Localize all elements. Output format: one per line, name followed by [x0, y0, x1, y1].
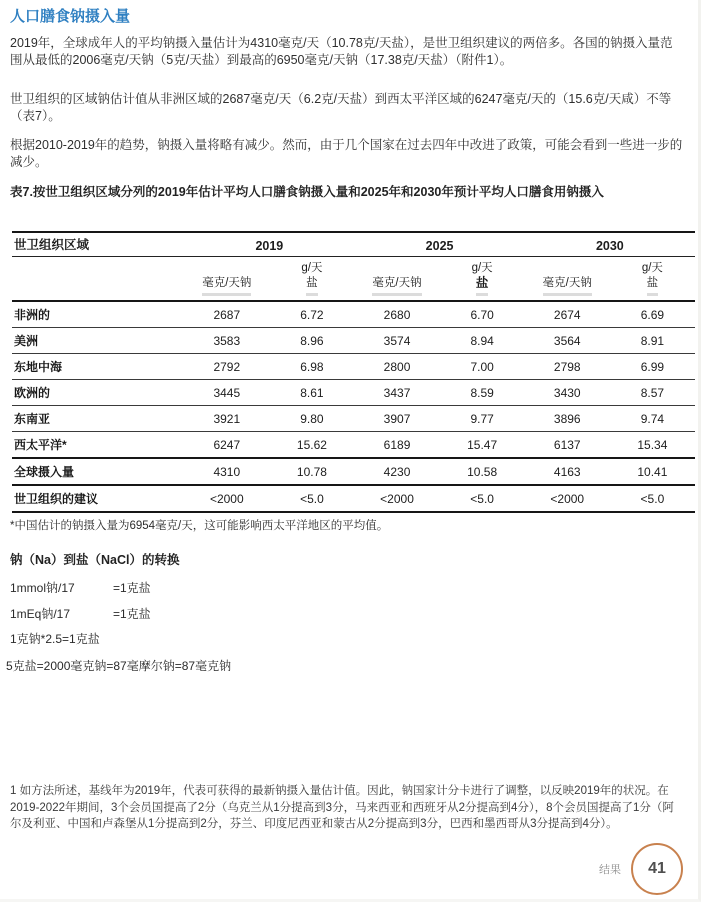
table-row-eastern-mediterranean [12, 354, 695, 380]
conversion-expression: 5克盐=2000毫克钠=87毫摩尔钠=87毫克钠 [6, 659, 232, 673]
table-header-region: 世卫组织区域 [12, 232, 184, 257]
table-cell: 2674 [525, 301, 610, 328]
table-cell: 6.99 [610, 354, 695, 380]
table-cell: 4163 [525, 458, 610, 485]
table-row-label: 非洲的 [12, 301, 184, 328]
table-row-south-east-asia [12, 406, 695, 432]
table-cell: 8.57 [610, 380, 695, 406]
conversion-expression: 1克钠*2.5=1克盐 [10, 632, 100, 646]
conversion-line [10, 631, 684, 647]
conversion-line [6, 658, 684, 674]
page-number: 41 [648, 860, 666, 877]
table-cell: 9.77 [440, 406, 525, 432]
table-cell: 8.94 [440, 328, 525, 354]
table-cell: 6.72 [269, 301, 354, 328]
table-cell: 8.59 [440, 380, 525, 406]
table-footnote: *中国估计的钠摄入量为6954毫克/天，这可能影响西太平洋地区的平均值。 [10, 520, 389, 532]
table-cell: 2687 [184, 301, 269, 328]
table-row-label: 西太平洋* [12, 432, 184, 459]
table-cell: 6.98 [269, 354, 354, 380]
table-cell: 3921 [184, 406, 269, 432]
conversion-heading: 钠（Na）到盐（NaCl）的转换 [10, 553, 180, 567]
conversion-result: =1克盐 [113, 607, 151, 621]
table-cell: <5.0 [440, 485, 525, 512]
table-cell: 6.70 [440, 301, 525, 328]
table-cell: 4230 [354, 458, 439, 485]
page-footer [599, 843, 683, 895]
subheader-label: g/天 [641, 262, 663, 274]
table-cell: 2800 [354, 354, 439, 380]
table-cell: 4310 [184, 458, 269, 485]
table-row-label: 全球摄入量 [12, 458, 184, 485]
table-cell: 3445 [184, 380, 269, 406]
table-row-label: 东南亚 [12, 406, 184, 432]
table-cell: 8.61 [269, 380, 354, 406]
table-cell: <2000 [354, 485, 439, 512]
table-row-global-intake [12, 458, 695, 485]
table-subheader-sodium-2025 [354, 257, 439, 302]
table-cell: 15.62 [269, 432, 354, 459]
table-cell: 3430 [525, 380, 610, 406]
table-subheader-row [12, 257, 695, 302]
subheader-label: 毫克/天钠 [202, 276, 251, 296]
table-cell: 3907 [354, 406, 439, 432]
subheader-label: 毫克/天钠 [372, 276, 421, 296]
sodium-intake-table [12, 231, 695, 513]
body-paragraph-2: 世卫组织的区域钠估计值从非洲区域的2687毫克/天（6.2克/天盐）到西太平洋区域的6247毫克/天的（15.6克/天咸）不等（表7）。 [10, 92, 672, 123]
table-row-label: 东地中海 [12, 354, 184, 380]
table-row-western-pacific [12, 432, 695, 459]
table-subheader-sodium-2030 [525, 257, 610, 302]
table-cell: 2792 [184, 354, 269, 380]
table-row-europe [12, 380, 695, 406]
table-subheader-salt-2019 [269, 257, 354, 302]
table-cell: 6189 [354, 432, 439, 459]
table-year-2030: 2030 [525, 232, 695, 257]
table-cell: 3437 [354, 380, 439, 406]
subheader-label: 盐 [476, 276, 489, 296]
table-year-2019: 2019 [184, 232, 354, 257]
table-cell: 9.80 [269, 406, 354, 432]
table-row-africa [12, 301, 695, 328]
table-cell: 3896 [525, 406, 610, 432]
table-cell: 10.58 [440, 458, 525, 485]
subheader-label: g/天 [471, 262, 493, 274]
table-cell: 9.74 [610, 406, 695, 432]
table-subheader-salt-2025 [440, 257, 525, 302]
table-cell: 8.91 [610, 328, 695, 354]
table-subheader-salt-2030 [610, 257, 695, 302]
conversion-result: =1克盐 [113, 581, 151, 595]
table-row-label: 美洲 [12, 328, 184, 354]
body-paragraph-3: 根据2010-2019年的趋势，钠摄入量将略有减少。然而，由于几个国家在过去四年中改进了政策，可能会看到一些进一步的减少。 [10, 138, 683, 169]
footer-section-label: 结果 [599, 864, 621, 876]
table-row-label: 欧洲的 [12, 380, 184, 406]
table-cell: 6137 [525, 432, 610, 459]
table-cell: 3574 [354, 328, 439, 354]
conversion-line [10, 606, 684, 622]
table-cell: <5.0 [269, 485, 354, 512]
subheader-label: 盐 [647, 276, 659, 296]
subheader-label: 毫克/天钠 [543, 276, 592, 296]
page-number-badge [631, 843, 683, 895]
table-cell: 7.00 [440, 354, 525, 380]
table-cell: <2000 [184, 485, 269, 512]
table-cell: <2000 [525, 485, 610, 512]
body-paragraph-1: 2019年，全球成年人的平均钠摄入量估计为4310毫克/天（10.78克/天盐），是世卫组织建议的两倍多。各国的钠摄入量范围从最低的2006毫克/天钠（5克/天盐）到最高的6950毫克/天钠（17.38克/天盐）（附件1）。 [10, 36, 673, 67]
table-row-label: 世卫组织的建议 [12, 485, 184, 512]
table-cell: 15.47 [440, 432, 525, 459]
table-cell: 6.69 [610, 301, 695, 328]
table-cell: 15.34 [610, 432, 695, 459]
conversion-expression: 1mEq钠/17 [10, 607, 71, 621]
conversion-expression: 1mmol钠/17 [10, 581, 75, 595]
table-cell: 3583 [184, 328, 269, 354]
table-year-2025: 2025 [354, 232, 524, 257]
table-subheader-sodium-2019 [184, 257, 269, 302]
table-caption: 表7.按世卫组织区域分列的2019年估计平均人口膳食钠摄入量和2025年和2030年预计平均人口膳食用钠摄入 [10, 185, 604, 199]
conversion-line [10, 580, 684, 596]
table-cell: <5.0 [610, 485, 695, 512]
footnote-1: 1 如方法所述，基线年为2019年，代表可获得的最新钠摄入量估计值。因此，钠国家计分卡进行了调整，以反映2019年的状况。在2019-2022年期间，3个会员国提高了2分（乌克兰从1分提高到3分，马来西亚和西班牙从2分提高到4分），8个会员国提高了1分（阿尔及利亚、中国和卢森堡从1分提高到2分，芬兰、印度尼西亚和蒙古从2分提高到3分，巴西和墨西哥从3分提高到4分）。 [10, 785, 674, 830]
table-cell: 6247 [184, 432, 269, 459]
table-subheader-empty [12, 257, 184, 302]
table-row-americas [12, 328, 695, 354]
table-cell: 10.78 [269, 458, 354, 485]
table-row-who-recommendation [12, 485, 695, 512]
subheader-label: 盐 [306, 276, 318, 296]
table-cell: 2798 [525, 354, 610, 380]
table-cell: 10.41 [610, 458, 695, 485]
table-cell: 8.96 [269, 328, 354, 354]
subheader-label: g/天 [301, 262, 323, 274]
table-cell: 3564 [525, 328, 610, 354]
page-title: 人口膳食钠摄入量 [10, 8, 131, 25]
table-cell: 2680 [354, 301, 439, 328]
table-year-header-row [12, 232, 695, 257]
